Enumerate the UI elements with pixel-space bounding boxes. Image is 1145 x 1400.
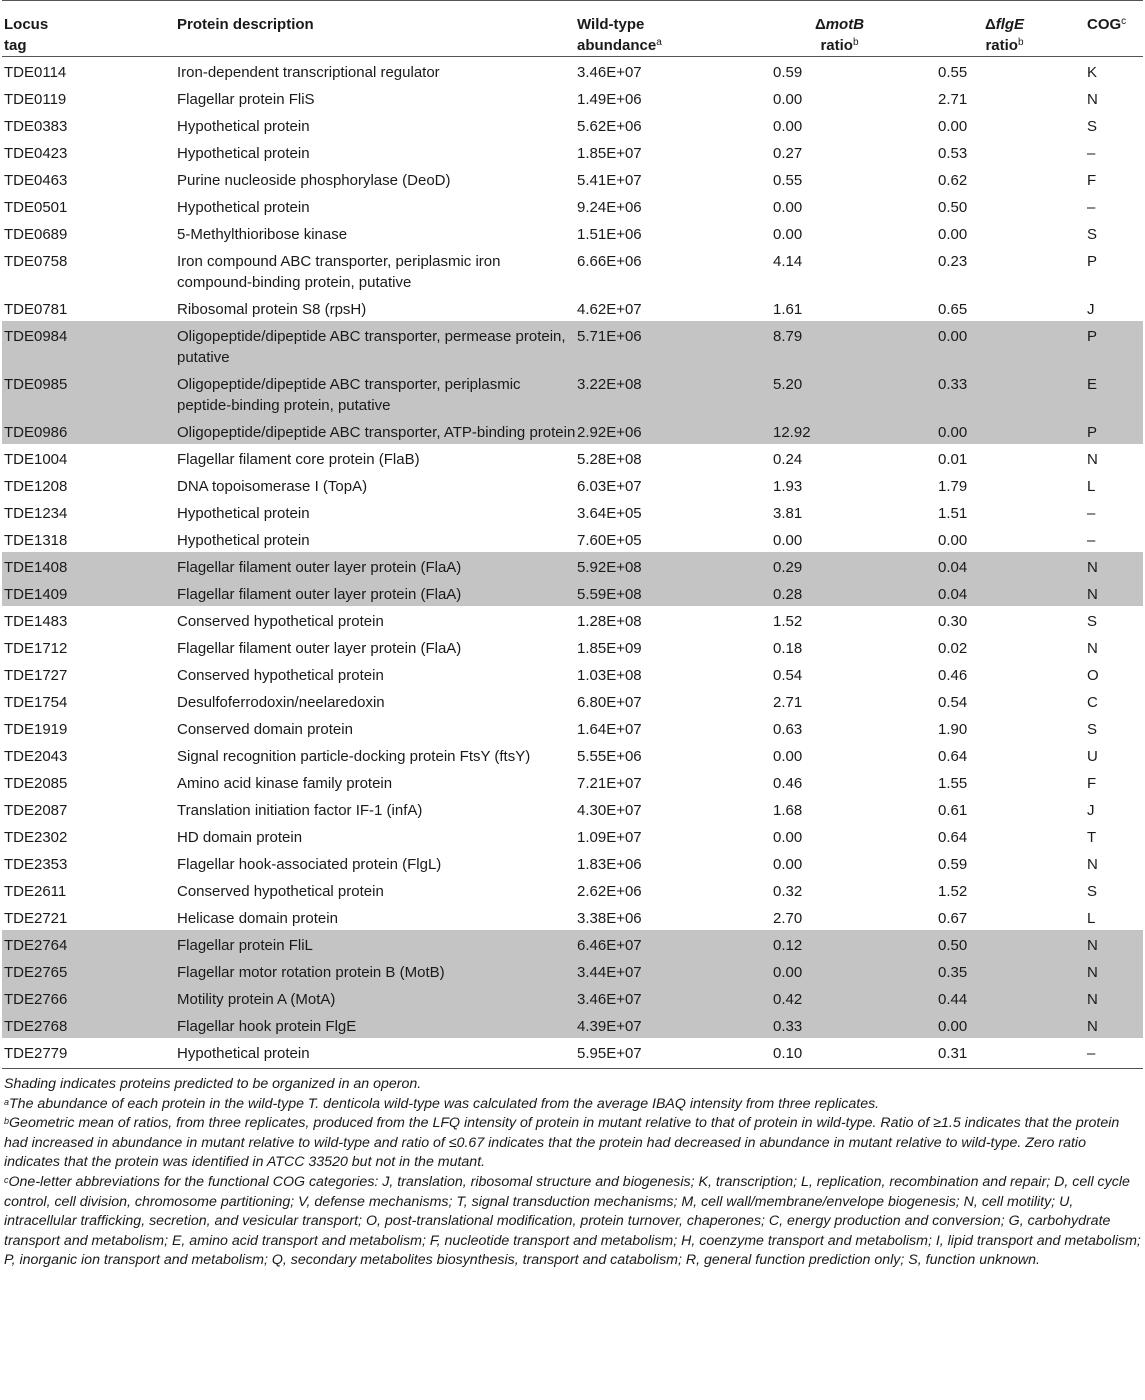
cell-wild-type-abundance: 5.59E+08 <box>577 579 757 606</box>
cell-motb-ratio: 0.00 <box>773 856 803 873</box>
table-row <box>2 957 1143 984</box>
cell-flge-ratio: 0.61 <box>938 802 968 819</box>
cell-flge-ratio: 1.52 <box>938 883 968 900</box>
table-row <box>2 579 1143 606</box>
cell-cog: – <box>1087 505 1096 522</box>
cell-wild-type-abundance: 5.71E+06 <box>577 321 757 369</box>
cell-protein-description: Flagellar filament outer layer protein (FlaA) <box>177 579 577 606</box>
cell-locus-tag: TDE0984 <box>2 321 177 369</box>
cell-motb-ratio: 0.24 <box>773 451 803 468</box>
cell-wild-type-abundance: 1.03E+08 <box>577 667 642 684</box>
cell-cog: L <box>1087 910 1096 927</box>
table-row <box>2 525 1143 552</box>
cell-motb-ratio: 1.68 <box>773 802 803 819</box>
cell-motb-ratio: 0.00 <box>773 118 803 135</box>
cell-wild-type-abundance: 5.55E+06 <box>577 748 642 765</box>
cell-protein-description: Conserved hypothetical protein <box>177 613 384 630</box>
table-row <box>2 246 1143 294</box>
cell-cog: – <box>1087 145 1096 162</box>
cell-flge-ratio: 0.00 <box>922 417 1087 444</box>
table-row <box>2 768 1143 795</box>
cell-flge-ratio: 0.04 <box>922 579 1087 606</box>
protein-table <box>2 0 1143 1069</box>
cell-flge-ratio: 0.65 <box>938 301 968 318</box>
table-row <box>2 1011 1143 1038</box>
header-wild-type-abundance: Wild-type abundance$^a$ <box>577 1 757 57</box>
table-row <box>2 741 1143 768</box>
cell-wild-type-abundance: 1.09E+07 <box>577 829 642 846</box>
cell-flge-ratio: 0.33 <box>922 369 1087 417</box>
cell-wild-type-abundance: 6.03E+07 <box>577 478 642 495</box>
cell-flge-ratio: 0.31 <box>922 1038 1087 1069</box>
cell-motb-ratio: 0.00 <box>773 226 803 243</box>
cell-locus-tag: TDE0383 <box>4 118 68 135</box>
cell-locus-tag: TDE2765 <box>2 957 177 984</box>
cell-locus-tag: TDE0501 <box>4 199 68 216</box>
cell-cog: N <box>1087 552 1143 579</box>
cell-cog: T <box>1087 829 1097 846</box>
table-row <box>2 876 1143 903</box>
cell-locus-tag: TDE1208 <box>4 478 68 495</box>
cell-locus-tag: TDE0986 <box>2 417 177 444</box>
cell-protein-description: Conserved hypothetical protein <box>177 883 384 900</box>
cell-cog: – <box>1087 532 1096 549</box>
cell-cog: L <box>1087 478 1096 495</box>
table-row <box>2 84 1143 111</box>
cell-locus-tag: TDE2353 <box>4 856 68 873</box>
cell-flge-ratio: 0.04 <box>922 552 1087 579</box>
cell-locus-tag: TDE1754 <box>4 694 68 711</box>
footnote-mark-a: a <box>656 37 662 48</box>
footnote-shading: Shading indicates proteins predicted to be organized in an operon. <box>4 1076 422 1092</box>
cell-motb-ratio: 0.55 <box>773 172 803 189</box>
cell-protein-description: Desulfoferrodoxin/neelaredoxin <box>177 694 385 711</box>
cell-locus-tag: TDE1234 <box>4 505 68 522</box>
cell-protein-description: Hypothetical protein <box>177 532 310 549</box>
table-row <box>2 417 1143 444</box>
cell-cog: – <box>1087 199 1096 216</box>
cell-motb-ratio: 0.00 <box>757 957 922 984</box>
cell-cog: N <box>1087 640 1098 657</box>
cell-wild-type-abundance: 6.66E+06 <box>577 253 642 270</box>
footnote-mark-b: b <box>852 37 859 48</box>
table-row <box>2 984 1143 1011</box>
cell-motb-ratio: 0.00 <box>773 532 803 549</box>
cell-wild-type-abundance: 1.64E+07 <box>577 721 642 738</box>
table-row <box>2 552 1143 579</box>
cell-flge-ratio: 1.51 <box>938 505 968 522</box>
cell-motb-ratio: 0.00 <box>773 91 803 108</box>
table-row <box>2 471 1143 498</box>
cell-cog: N <box>1087 930 1143 957</box>
cell-locus-tag: TDE0423 <box>4 145 68 162</box>
cell-wild-type-abundance: 1.28E+08 <box>577 613 642 630</box>
cell-protein-description: Hypothetical protein <box>177 199 310 216</box>
cell-cog: O <box>1087 667 1099 684</box>
cell-locus-tag: TDE1919 <box>4 721 68 738</box>
cell-motb-ratio: 0.12 <box>757 930 922 957</box>
cell-wild-type-abundance: 3.46E+07 <box>577 64 642 81</box>
cell-motb-ratio: 1.93 <box>773 478 803 495</box>
table-row <box>2 321 1143 369</box>
cell-locus-tag: TDE2302 <box>4 829 68 846</box>
cell-locus-tag: TDE2085 <box>4 775 68 792</box>
cell-locus-tag: TDE0689 <box>4 226 68 243</box>
table-header <box>2 1 1143 57</box>
cell-protein-description: DNA topoisomerase I (TopA) <box>177 478 368 495</box>
cell-flge-ratio: 0.00 <box>938 226 968 243</box>
cell-motb-ratio: 0.32 <box>773 883 803 900</box>
cell-cog: N <box>1087 1011 1143 1038</box>
footnote-a: $^a$The abundance of each protein in the wild-type T. denticola wild-type was calculated from the average IBAQ intensity from three replicates. <box>4 1095 880 1112</box>
cell-locus-tag: TDE2611 <box>4 883 67 900</box>
table-row <box>2 111 1143 138</box>
cell-protein-description: Oligopeptide/dipeptide ABC transporter, permease protein, putative <box>177 321 577 369</box>
cell-locus-tag: TDE0463 <box>4 172 68 189</box>
cell-cog: N <box>1087 91 1098 108</box>
cell-protein-description: Oligopeptide/dipeptide ABC transporter, ATP-binding protein <box>177 417 577 444</box>
table-row <box>2 633 1143 660</box>
cell-flge-ratio: 0.02 <box>938 640 968 657</box>
cell-flge-ratio: 0.67 <box>938 910 968 927</box>
cell-wild-type-abundance: 2.92E+06 <box>577 417 757 444</box>
cell-locus-tag: TDE1712 <box>4 640 68 657</box>
cell-motb-ratio: 0.27 <box>773 145 803 162</box>
table-row <box>2 294 1143 321</box>
cell-protein-description: Conserved domain protein <box>177 721 353 738</box>
table-row <box>2 369 1143 417</box>
cell-motb-ratio: 1.61 <box>773 301 803 318</box>
cell-cog: – <box>1087 1038 1143 1069</box>
cell-locus-tag: TDE2779 <box>2 1038 177 1069</box>
cell-cog: P <box>1087 417 1143 444</box>
cell-motb-ratio: 0.54 <box>773 667 803 684</box>
cell-flge-ratio: 0.64 <box>938 748 968 765</box>
cell-protein-description: Helicase domain protein <box>177 910 338 927</box>
cell-flge-ratio: 0.00 <box>922 1011 1087 1038</box>
cell-cog: N <box>1087 451 1098 468</box>
table-row <box>2 57 1143 85</box>
cell-wild-type-abundance: 1.51E+06 <box>577 226 642 243</box>
cell-protein-description: Iron compound ABC transporter, periplasmic iron compound-binding protein, putative <box>177 253 501 291</box>
cell-wild-type-abundance: 4.39E+07 <box>577 1011 757 1038</box>
cell-protein-description: Conserved hypothetical protein <box>177 667 384 684</box>
cell-protein-description: Purine nucleoside phosphorylase (DeoD) <box>177 172 451 189</box>
cell-flge-ratio: 0.54 <box>938 694 968 711</box>
cell-motb-ratio: 0.29 <box>757 552 922 579</box>
table-row <box>2 849 1143 876</box>
cell-locus-tag: TDE1727 <box>4 667 68 684</box>
cell-motb-ratio: 12.92 <box>757 417 922 444</box>
header-motb-ratio: ΔmotB ratio$^b$ <box>757 1 922 57</box>
cell-protein-description: Ribosomal protein S8 (rpsH) <box>177 301 367 318</box>
cell-flge-ratio: 0.53 <box>938 145 968 162</box>
cell-protein-description: Hypothetical protein <box>177 505 310 522</box>
cell-locus-tag: TDE2721 <box>4 910 68 927</box>
cell-flge-ratio: 0.00 <box>938 118 968 135</box>
table-row <box>2 444 1143 471</box>
cell-protein-description: Flagellar motor rotation protein B (MotB) <box>177 957 577 984</box>
cell-cog: S <box>1087 883 1098 900</box>
cell-flge-ratio: 0.50 <box>938 199 968 216</box>
cell-wild-type-abundance: 7.21E+07 <box>577 775 642 792</box>
cell-locus-tag: TDE0985 <box>2 369 177 417</box>
cell-cog: S <box>1087 613 1098 630</box>
table-row <box>2 714 1143 741</box>
cell-flge-ratio: 0.30 <box>938 613 968 630</box>
cell-protein-description: Hypothetical protein <box>177 118 310 135</box>
cell-wild-type-abundance: 9.24E+06 <box>577 199 642 216</box>
cell-motb-ratio: 4.14 <box>773 253 803 270</box>
cell-protein-description: Flagellar protein FliL <box>177 930 577 957</box>
footnote-mark-b: b <box>1017 37 1024 48</box>
cell-motb-ratio: 8.79 <box>757 321 922 369</box>
cell-locus-tag: TDE2766 <box>2 984 177 1011</box>
cell-protein-description: Flagellar filament outer layer protein (FlaA) <box>177 640 462 657</box>
table-row <box>2 192 1143 219</box>
cell-wild-type-abundance: 1.85E+07 <box>577 145 642 162</box>
table-row <box>2 660 1143 687</box>
cell-protein-description: Signal recognition particle-docking protein FtsY (ftsY) <box>177 748 531 765</box>
cell-cog: J <box>1087 802 1095 819</box>
cell-protein-description: 5-Methylthioribose kinase <box>177 226 348 243</box>
cell-cog: F <box>1087 775 1097 792</box>
header-cog: COG$^c$ <box>1087 1 1143 57</box>
cell-motb-ratio: 1.52 <box>773 613 803 630</box>
cell-flge-ratio: 1.79 <box>938 478 968 495</box>
table-footnotes <box>2 1069 1143 1271</box>
cell-wild-type-abundance: 3.64E+05 <box>577 505 642 522</box>
cell-wild-type-abundance: 5.62E+06 <box>577 118 642 135</box>
cell-cog: K <box>1087 64 1098 81</box>
cell-cog: J <box>1087 301 1095 318</box>
cell-locus-tag: TDE2087 <box>4 802 68 819</box>
table-row <box>2 903 1143 930</box>
footnote-mark-c: c <box>1121 16 1127 27</box>
table-row <box>2 687 1143 714</box>
cell-locus-tag: TDE1318 <box>4 532 68 549</box>
cell-cog: U <box>1087 748 1098 765</box>
cell-protein-description: HD domain protein <box>177 829 303 846</box>
cell-flge-ratio: 0.44 <box>922 984 1087 1011</box>
cell-motb-ratio: 0.10 <box>757 1038 922 1069</box>
cell-flge-ratio: 1.55 <box>938 775 968 792</box>
cell-locus-tag: TDE1409 <box>2 579 177 606</box>
cell-wild-type-abundance: 3.38E+06 <box>577 910 642 927</box>
cell-locus-tag: TDE0758 <box>4 253 68 270</box>
table-body <box>2 57 1143 1069</box>
cell-protein-description: Iron-dependent transcriptional regulator <box>177 64 440 81</box>
cell-flge-ratio: 0.62 <box>938 172 968 189</box>
cell-flge-ratio: 0.23 <box>938 253 968 270</box>
cell-motb-ratio: 5.20 <box>757 369 922 417</box>
table-row <box>2 219 1143 246</box>
cell-wild-type-abundance: 6.46E+07 <box>577 930 757 957</box>
cell-wild-type-abundance: 4.30E+07 <box>577 802 642 819</box>
cell-motb-ratio: 0.63 <box>773 721 803 738</box>
cell-cog: N <box>1087 856 1098 873</box>
cell-wild-type-abundance: 5.41E+07 <box>577 172 642 189</box>
cell-wild-type-abundance: 2.62E+06 <box>577 883 642 900</box>
cell-wild-type-abundance: 5.95E+07 <box>577 1038 757 1069</box>
cell-flge-ratio: 0.50 <box>922 930 1087 957</box>
cell-motb-ratio: 0.18 <box>773 640 803 657</box>
cell-cog: N <box>1087 984 1143 1011</box>
table-row <box>2 138 1143 165</box>
cell-cog: S <box>1087 226 1098 243</box>
cell-wild-type-abundance: 5.92E+08 <box>577 552 757 579</box>
cell-motb-ratio: 3.81 <box>773 505 803 522</box>
cell-locus-tag: TDE1483 <box>4 613 68 630</box>
cell-protein-description: Flagellar hook protein FlgE <box>177 1011 577 1038</box>
cell-locus-tag: TDE1408 <box>2 552 177 579</box>
cell-locus-tag: TDE2043 <box>4 748 68 765</box>
cell-protein-description: Oligopeptide/dipeptide ABC transporter, periplasmic peptide-binding protein, putative <box>177 369 577 417</box>
cell-cog: P <box>1087 253 1098 270</box>
cell-motb-ratio: 0.59 <box>773 64 803 81</box>
cell-cog: F <box>1087 172 1097 189</box>
cell-cog: E <box>1087 369 1143 417</box>
cell-wild-type-abundance: 1.83E+06 <box>577 856 642 873</box>
cell-wild-type-abundance: 7.60E+05 <box>577 532 642 549</box>
cell-wild-type-abundance: 4.62E+07 <box>577 301 642 318</box>
cell-cog: S <box>1087 721 1098 738</box>
cell-protein-description: Hypothetical protein <box>177 1038 577 1069</box>
cell-motb-ratio: 0.46 <box>773 775 803 792</box>
table-row <box>2 606 1143 633</box>
footnote-c: $^c$One-letter abbreviations for the functional COG categories: J, translation, ribosomal structure and biogenesis; K, transcription; L, replication, recombination and repair; D, cell cycle control, cell division, chromosome partitioning; V, defense mechanisms; T, signal transduction mechanisms; M, cell wall/membrane/envelope biogenesis; N, cell motility; U, intracellular trafficking, secretion, and vesicular transport; O, post-translational modification, protein turnover, chaperones; C, energy production and conversion; G, carbohydrate transport and metabolism; E, amino acid transport and metabolism; F, nucleotide transport and metabolism; H, coenzyme transport and metabolism; I, lipid transport and metabolism; P, inorganic ion transport and metabolism; Q, secondary metabolites biosynthesis, transport and catabolism; R, general function prediction only; S, function unknown. <box>4 1173 1141 1269</box>
cell-motb-ratio: 2.71 <box>773 694 803 711</box>
cell-flge-ratio: 0.00 <box>922 321 1087 369</box>
cell-protein-description: Flagellar filament core protein (FlaB) <box>177 451 420 468</box>
cell-cog: C <box>1087 694 1098 711</box>
cell-motb-ratio: 2.70 <box>773 910 803 927</box>
table-row <box>2 1038 1143 1069</box>
cell-flge-ratio: 0.59 <box>938 856 968 873</box>
cell-protein-description: Motility protein A (MotA) <box>177 984 577 1011</box>
cell-cog: N <box>1087 957 1143 984</box>
header-protein-description: Protein description <box>177 1 577 57</box>
table-row <box>2 498 1143 525</box>
cell-locus-tag: TDE1004 <box>4 451 68 468</box>
table-row <box>2 930 1143 957</box>
header-locus-tag: Locus tag <box>2 1 177 57</box>
cell-protein-description: Flagellar protein FliS <box>177 91 315 108</box>
cell-cog: P <box>1087 321 1143 369</box>
cell-wild-type-abundance: 1.85E+09 <box>577 640 642 657</box>
table-row <box>2 795 1143 822</box>
cell-locus-tag: TDE2764 <box>2 930 177 957</box>
table-row <box>2 165 1143 192</box>
cell-protein-description: Translation initiation factor IF-1 (infA) <box>177 802 423 819</box>
cell-flge-ratio: 2.71 <box>938 91 968 108</box>
table-row <box>2 822 1143 849</box>
cell-locus-tag: TDE0781 <box>4 301 68 318</box>
cell-motb-ratio: 0.00 <box>773 748 803 765</box>
cell-locus-tag: TDE0114 <box>4 64 67 81</box>
header-row <box>2 1 1143 57</box>
cell-motb-ratio: 0.33 <box>757 1011 922 1038</box>
cell-motb-ratio: 0.28 <box>757 579 922 606</box>
cell-wild-type-abundance: 6.80E+07 <box>577 694 642 711</box>
cell-flge-ratio: 0.55 <box>938 64 968 81</box>
cell-protein-description: Hypothetical protein <box>177 145 310 162</box>
cell-locus-tag: TDE0119 <box>4 91 67 108</box>
cell-flge-ratio: 0.00 <box>938 532 968 549</box>
cell-protein-description: Flagellar hook-associated protein (FlgL) <box>177 856 442 873</box>
cell-cog: S <box>1087 118 1098 135</box>
header-flge-ratio: ΔflgE ratio$^b$ <box>922 1 1087 57</box>
cell-flge-ratio: 0.64 <box>938 829 968 846</box>
cell-motb-ratio: 0.42 <box>757 984 922 1011</box>
cell-wild-type-abundance: 5.28E+08 <box>577 451 642 468</box>
cell-locus-tag: TDE2768 <box>2 1011 177 1038</box>
cell-flge-ratio: 0.46 <box>938 667 968 684</box>
cell-flge-ratio: 0.01 <box>938 451 968 468</box>
cell-motb-ratio: 0.00 <box>773 199 803 216</box>
cell-cog: N <box>1087 579 1143 606</box>
cell-motb-ratio: 0.00 <box>773 829 803 846</box>
cell-flge-ratio: 1.90 <box>938 721 968 738</box>
cell-protein-description: Flagellar filament outer layer protein (FlaA) <box>177 552 577 579</box>
cell-wild-type-abundance: 3.22E+08 <box>577 369 757 417</box>
footnote-b: $^b$Geometric mean of ratios, from three replicates, produced from the LFQ intensity of protein in mutant relative to that of protein in wild-type. Ratio of ≥1.5 indicates that the protein had increased in abundance in mutant relative to wild-type and ratio of ≤0.67 indicates that the protein had decreased in abundance in mutant relative to wild-type. Zero ratio indicates that the protein was identified in ATCC 33520 but not in the mutant. <box>4 1115 1120 1171</box>
cell-flge-ratio: 0.35 <box>922 957 1087 984</box>
cell-wild-type-abundance: 1.49E+06 <box>577 91 642 108</box>
table-container <box>2 0 1143 1271</box>
cell-wild-type-abundance: 3.46E+07 <box>577 984 757 1011</box>
cell-wild-type-abundance: 3.44E+07 <box>577 957 757 984</box>
cell-protein-description: Amino acid kinase family protein <box>177 775 393 792</box>
